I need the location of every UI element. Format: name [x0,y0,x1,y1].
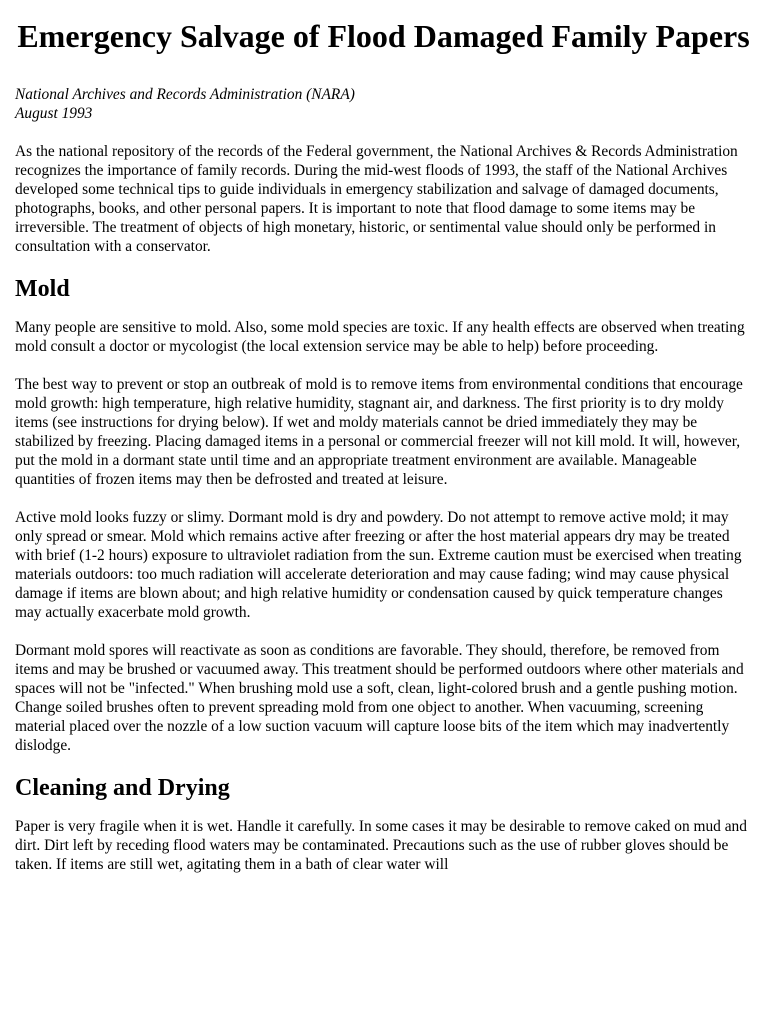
mold-paragraph-2: The best way to prevent or stop an outbreak of mold is to remove items from environmental conditions that encourage mold growth: high temperature, high relative humidity, stagnant air, and darkness. The first priority is to dry moldy items (see instructions for drying below). If wet and moldy materials cannot be dried immediately they may be stabilized by freezing. Placing damaged items in a personal or commercial freezer will not kill mold. It will, however, put the mold in a dormant state until time and an appropriate treatment environment are available. Manageable quantities of frozen items may then be defrosted and treated at leisure. [15,376,743,488]
page-title: Emergency Salvage of Flood Damaged Family Papers [17,18,750,54]
cleaning-paragraph-1: Paper is very fragile when it is wet. Handle it carefully. In some cases it may be desirable to remove caked on mud and dirt. Dirt left by receding flood waters may be contaminated. Precautions such as the use of rubber gloves should be taken. If items are still wet, agitating them in a bath of clear water will [15,818,747,873]
section-heading-cleaning-drying: Cleaning and Drying [15,775,230,801]
intro-paragraph: As the national repository of the records of the Federal government, the National Archives & Records Administration recognizes the importance of family records. During the mid-west floods of 1993, the staff of the National Archives developed some technical tips to guide individuals in emergency stabilization and salvage of damaged documents, photographs, books, and other personal papers. It is important to note that flood damage to some items may be irreversible. The treatment of objects of high monetary, historic, or sentimental value should only be performed in consultation with a conservator. [15,143,738,255]
source-organization: National Archives and Records Administration (NARA) [15,86,355,103]
source-block [15,85,752,123]
mold-paragraph-4: Dormant mold spores will reactivate as soon as conditions are favorable. They should, therefore, be removed from items and may be brushed or vacuumed away. This treatment should be performed outdoors where other materials and spaces will not be "infected." When brushing mold use a soft, clean, light-colored brush and a gentle pushing motion. Change soiled brushes often to prevent spreading mold from one object to another. When vacuuming, screening material placed over the nozzle of a low suction vacuum will capture loose bits of the item which may inadvertently dislodge. [15,642,744,754]
section-heading-mold: Mold [15,276,70,302]
mold-paragraph-3: Active mold looks fuzzy or slimy. Dormant mold is dry and powdery. Do not attempt to remove active mold; it may only spread or smear. Mold which remains active after freezing or after the host material appears dry may be treated with brief (1-2 hours) exposure to ultraviolet radiation from the sun. Extreme caution must be exercised when treating materials outdoors: too much radiation will accelerate deterioration and may cause fading; wind may cause physical damage if items are blown about; and high relative humidity or condensation caused by quick temperature changes may actually exacerbate mold growth. [15,509,742,621]
mold-paragraph-1: Many people are sensitive to mold. Also, some mold species are toxic. If any health effects are observed when treating mold consult a doctor or mycologist (the local extension service may be able to help) before proceeding. [15,319,745,355]
source-date: August 1993 [15,105,93,122]
